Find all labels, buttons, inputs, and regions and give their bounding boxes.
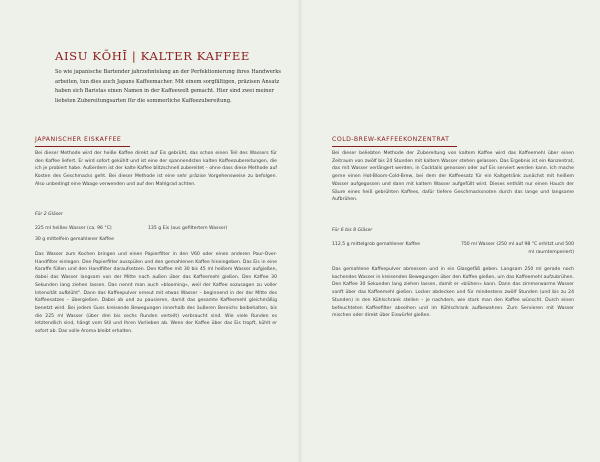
ingredient-ice: 135 g Eis (aus gefiltertem Wasser) xyxy=(148,226,228,231)
right-page xyxy=(302,0,600,462)
method-paragraph: Bei dieser beliebten Methode der Zubereitung von kaltem Kaffee wird das Kaffeemehl über einen Zeitraum von zwölf bis 24 Stunden mit kaltem Wasser stehen gelassen. Das Ergebnis ist ein Konzentrat, das mit Wasser verlängert werden, in Cocktails genossen oder auf Eis serviert werden kann. Ich mache gerne einen Hot-Bloom-Cold-Brew, bei dem der Kaffeesatz für ein Kaltgetränk zunächst mit heißem Wasser aufgegossen und dann mit kaltem Wasser aufgefüllt wird. Dieses enthält nur einen Hauch der Säure eines heiß gebrühten Kaffees, dafür tiefere Geschmacksnoten durch das lange und langsame Aufbrühen. xyxy=(332,151,574,203)
section-underline xyxy=(35,146,130,147)
yield-label: Für 2 Gläser xyxy=(35,212,63,217)
instructions-paragraph: Das gemahlene Kaffeepulver abmessen und in ein Glasgefäß geben. Langsam 250 ml gerade noch kochendes Wasser in kreisenden Bewegungen über den Kaffee gießen, um das Kaffeemehl aufzubrühen. Den Kaffee 30 Sekunden lang ziehen lassen, damit er »blühen« kann. Dann das zimmerwarme Wasser sanft über das Kaffeemehl gießen. Locker abdecken und für mindestens zwölf Stunden (und bis zu 24 Stunden) in den Kühlschrank stellen – je nachdem, wie stark man den Kaffee wünscht. Durch einen befeuchteten Kaffeefilter abseihen und im Kühlschrank aufbewahren. Zum Servieren mit Wasser mischen oder direkt über Eiswürfel gießen. xyxy=(332,267,574,319)
section-title-iced-coffee: JAPANISCHER EISKAFFEE xyxy=(35,136,122,143)
section-title-cold-brew: COLD-BREW-KAFFEEKONZENTRAT xyxy=(332,136,450,143)
intro-paragraph: So wie japanische Bartender jahrzehntelang an der Perfektionierung ihres Handwerks arbeiten, tun dies auch Japans Kaffeemacher. Mit einem sorgfältigen, präzisen Ansatz haben sich Baristas einen Namen in der Kaffeewelt gemacht. Hier sind zwei meiner liebsten Zubereitungsarten für die sommerliche Kaffeezubereitung. xyxy=(55,69,281,104)
ingredient-water: 750 ml Wasser (250 ml auf 98 °C erhitzt und 500 ml raumtemperiert) xyxy=(460,242,574,255)
yield-label: Für 6 bis 8 Gläser xyxy=(332,228,373,233)
method-paragraph: Bei dieser Methode wird der heiße Kaffee direkt auf Eis gebrüht, das schon einen Teil des Wassers für den Kaffee liefert. Er wird sofort gekühlt und ist eine der spannendsten kalten Kaffeezubereitungen, die ich je probiert habe. Außerdem ist der kalte Kaffee blitzschnell zubereitet – ohne dass diese Methode auf Kosten des Geschmacks geht. Bei dieser Methode ist eine sehr präzise Vorgehensweise zu befolgen. Also unbedingt eine Waage verwenden und auf den Mahlgrad achten. xyxy=(35,151,277,187)
chapter-title: AISU KŌHĪ | KALTER KAFFEE xyxy=(55,49,250,63)
instructions-paragraph: Das Wasser zum Kochen bringen und einen Papierfilter in den V60 oder einen anderen Pour-Over-Handfilter einlegen. Den Papierfilter ausspülen und den gemahlenen Kaffee hineingeben. Das Eis in eine Karaffe füllen und den Handfilter daraufsetzen. Den Kaffee mit 30 bis 45 ml heißem Wasser aufgießen, dabei das Wasser langsam von der Mitte nach außen über das Kaffeemehl gießen. Den Kaffee 30 Sekunden lang ziehen lassen. Das nennt man auch »blooming«, weil der Kaffee sozusagen zu voller Intensität aufblüht". Dann das Kaffeepulver erneut mit etwas Wasser – beginnend in der der Mitte des Kaffeesatzes – übergießen. Dabei ab und zu pausieren, damit das gesamte Kaffeemehl gleichmäßig benetzt wird. Bei jedem Guss kreisende Bewegungen innerhalb des äußeren Bereichs beibehalten, bis die 225 ml Wasser (über drei bis sechs Runden verteilt) verbraucht sind. Wie viele Runden es letztendlich sind, hängt vom Stil und Ihren Vorlieben ab. Wenn der Kaffee über das Eis tropft, kühlt er sofort ab. Das volle Aroma bleibt erhalten. xyxy=(35,252,277,335)
ingredient-water: 225 ml heißes Wasser (ca. 96 °C) xyxy=(35,226,112,231)
section-underline xyxy=(332,146,457,147)
ingredient-coffee: 30 g mittelfein gemahlener Kaffee xyxy=(35,237,114,242)
left-page xyxy=(0,0,298,462)
ingredient-coffee: 112,5 g mittelgrob gemahlener Kaffee xyxy=(332,242,421,247)
